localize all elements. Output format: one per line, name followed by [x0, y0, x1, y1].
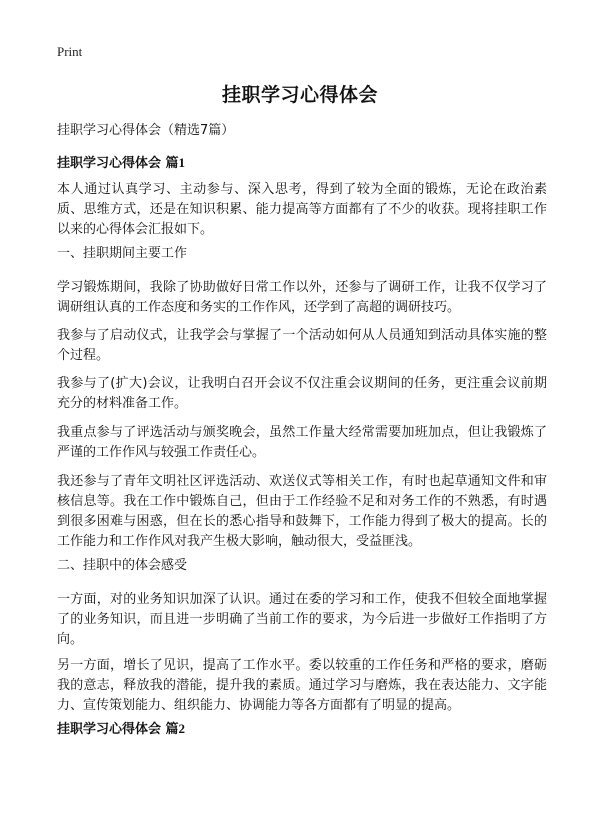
section-heading-text: 挂职学习心得体会: [57, 722, 162, 737]
paragraph: 我重点参与了评选活动与颁奖晚会，虽然工作量大经常需要加班加点，但让我锻炼了严谨的工作作风与较强工作责任心。: [57, 425, 547, 460]
section-heading-number: 篇1: [165, 155, 186, 170]
subheading-1: 一、挂职期间主要工作: [57, 246, 188, 261]
paragraph: 我参与了启动仪式，让我学会与掌握了一个活动如何从人员通知到活动具体实施的整个过程。: [57, 328, 547, 363]
subheading-2: 二、挂职中的体会感受: [57, 558, 188, 573]
section-heading-2: [57, 718, 185, 737]
document-subtitle: 挂职学习心得体会（精选7篇）: [57, 123, 235, 138]
paragraph: 一方面，对的业务知识加深了认识。通过在委的学习和工作，使我不但较全面地掌握了的业务知识，而且进一步明确了当前工作的要求，为今后进一步做好工作指明了方向。: [57, 592, 547, 647]
page-title: 挂职学习心得体会: [221, 84, 378, 106]
paragraph: 另一方面，增长了见识，提高了工作水平。委以较重的工作任务和严格的要求，磨砺我的意志，释放我的潜能，提升我的素质。通过学习与磨炼，我在表达能力、文字能力、宣传策划能力、组织能力、协调能力等各方面都有了明显的提高。: [57, 658, 547, 713]
paragraph: 我还参与了青年文明社区评选活动、欢送仪式等相关工作，有时也起草通知文件和审核信息等。我在工作中锻炼自己，但由于工作经验不足和对务工作的不熟悉，有时遇到很多困难与困惑，但在长的悉心指导和鼓舞下，工作能力得到了极大的提高。长的工作能力和工作作风对我产生极大影响，触动很大，受益匪浅。: [57, 474, 547, 549]
section-heading-1: [57, 152, 185, 171]
paragraph: 本人通过认真学习、主动参与、深入思考，得到了较为全面的锻炼，无论在政治素质、思维方式，还是在知识积累、能力提高等方面都有了不少的收获。现将挂职工作以来的心得体会汇报如下。: [57, 182, 547, 237]
print-link[interactable]: Print: [57, 44, 83, 59]
paragraph: 学习锻炼期间，我除了协助做好日常工作以外，还参与了调研工作，让我不仅学习了调研组认真的工作态度和务实的工作作风，还学到了高超的调研技巧。: [57, 280, 547, 315]
section-heading-text: 挂职学习心得体会: [57, 156, 162, 171]
paragraph: 我参与了(扩大)会议，让我明白召开会议不仅注重会议期间的任务，更注重会议前期充分的材料准备工作。: [57, 376, 547, 411]
section-heading-number: 篇2: [165, 721, 186, 736]
